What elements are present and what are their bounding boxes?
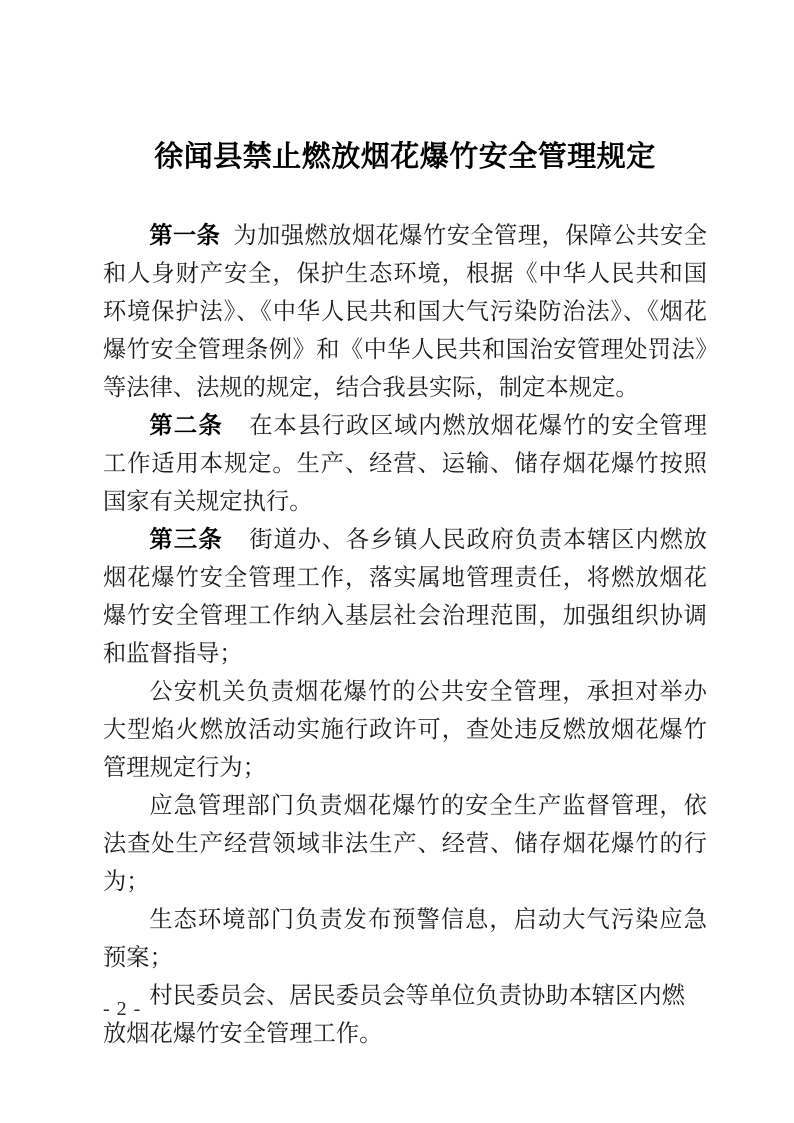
article-label-2: 第二条 <box>149 413 223 439</box>
sub-paragraph-2: 应急管理部门负责烟花爆竹的安全生产监督管理，依法查处生产经营领域非法生产、经营、储存烟花爆竹的行为； <box>103 793 707 895</box>
page-title: 徐闻县禁止燃放烟花爆竹安全管理规定 <box>154 141 656 173</box>
article-label-1: 第一条 <box>149 223 221 249</box>
article-text-2: 在本县行政区域内燃放烟花爆竹的安全管理工作适用本规定。生产、经营、运输、储存烟花爆竹按照国家有关规定执行。 <box>103 413 707 515</box>
article-text-1: 为加强燃放烟花爆竹安全管理，保障公共安全和人身财产安全，保护生态环境，根据《中华人民共和国环境保护法》、《中华人民共和国大气污染防治法》、《烟花爆竹安全管理条例》和《中华人民共和国治安管理处罚法》等法律、法规的规定，结合我县实际，制定本规定。 <box>103 223 708 401</box>
sub-paragraph-3: 生态环境部门负责发布预警信息，启动大气污染应急预案； <box>103 907 707 971</box>
article-paragraph-3 <box>103 521 707 673</box>
article-paragraph-1 <box>103 217 707 407</box>
sub-paragraph-1: 公安机关负责烟花爆竹的公共安全管理，承担对举办大型焰火燃放活动实施行政许可，查处违反燃放烟花爆竹管理规定行为； <box>103 679 707 781</box>
sub-paragraph-4: 村民委员会、居民委员会等单位负责协助本辖区内燃放烟花爆竹安全管理工作。 <box>103 983 686 1047</box>
document-body <box>103 217 707 1053</box>
article-text-3: 街道办、各乡镇人民政府负责本辖区内燃放烟花爆竹安全管理工作，落实属地管理责任，将燃放烟花爆竹安全管理工作纳入基层社会治理范围，加强组织协调和监督指导； <box>103 527 707 667</box>
article-paragraph-2 <box>103 407 707 521</box>
page-number: - 2 - <box>103 998 142 1020</box>
article-label-3: 第三条 <box>149 527 223 553</box>
